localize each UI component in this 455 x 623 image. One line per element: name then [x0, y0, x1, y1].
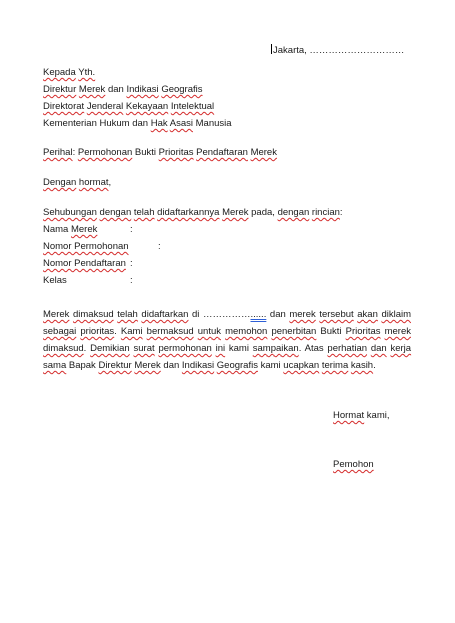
word: sama	[43, 360, 67, 371]
word: Direktur	[43, 84, 77, 95]
word: merek	[384, 326, 411, 337]
subject-line	[43, 147, 277, 159]
greeting-line	[43, 177, 111, 189]
word: didaftarkan	[141, 309, 189, 320]
word: didaftarkannya	[157, 207, 220, 218]
word: dimaksud	[43, 343, 84, 354]
word: Geografis	[216, 360, 258, 371]
word: Merek	[43, 309, 70, 320]
word: Kekayaan	[125, 101, 169, 112]
closing-line	[333, 410, 390, 422]
word: akan	[357, 309, 378, 320]
word: kami	[257, 360, 284, 371]
word: sebagai	[43, 326, 77, 337]
word: kerja	[390, 343, 412, 354]
word: Kepada	[43, 67, 76, 78]
field-label: Nomor Pendaftaran	[43, 258, 126, 269]
body-line-4	[43, 360, 376, 372]
body-line-2	[43, 326, 411, 338]
word: perhatian	[327, 343, 368, 354]
field-colon: :	[130, 224, 133, 235]
word: untuk	[197, 326, 221, 337]
word: Merek	[134, 360, 161, 371]
word: dengan	[277, 207, 310, 218]
word: dan	[266, 309, 290, 320]
word: dengan	[99, 207, 132, 218]
field-colon: :	[158, 241, 161, 252]
word: Jenderal	[86, 101, 124, 112]
text-cursor	[271, 44, 272, 54]
word: ,	[108, 177, 112, 188]
word: Permohonan	[77, 147, 133, 158]
word: Sehubungan	[43, 207, 97, 218]
word: surat	[133, 343, 155, 354]
word: telah	[117, 309, 138, 320]
field-row-name	[43, 224, 97, 236]
signer-name: Pemohon	[333, 459, 374, 470]
word: Merek	[78, 84, 106, 95]
word: Yth.	[78, 67, 96, 78]
word: sampaikan	[252, 343, 299, 354]
date-line[interactable]	[271, 44, 404, 57]
word: ucapkan	[283, 360, 320, 371]
word: penerbitan	[271, 326, 317, 337]
word: Kementerian Hukum dan	[43, 118, 151, 129]
word: terima	[321, 360, 349, 371]
word: Bapak	[66, 360, 99, 371]
word: merek	[289, 309, 316, 320]
field-label: Nomor Permohonan	[43, 241, 129, 252]
word: hormat	[78, 177, 109, 188]
word: :	[339, 207, 343, 218]
word: dan	[160, 360, 182, 371]
word: telah	[133, 207, 155, 218]
word: permohonan	[158, 343, 212, 354]
word: Manusia	[193, 118, 232, 129]
word: .	[114, 326, 121, 337]
recipient-line-2	[43, 84, 203, 96]
word: rincian	[311, 207, 340, 218]
word: pada,	[248, 207, 278, 218]
recipient-line-3	[43, 101, 214, 113]
word: kasih	[350, 360, 374, 371]
word: dan	[105, 84, 127, 95]
word: prioritas	[80, 326, 115, 337]
date-text: Jakarta, …………………………	[273, 45, 405, 56]
word: ini	[215, 343, 226, 354]
field-label: Merek	[70, 224, 98, 235]
word: Direktur	[98, 360, 132, 371]
intro-line	[43, 207, 343, 219]
word: kami,	[364, 410, 390, 421]
word: . Atas	[298, 343, 328, 354]
word: Indikasi	[181, 360, 215, 371]
word: Prioritas	[158, 147, 194, 158]
word: Asasi	[169, 118, 193, 129]
word: Direktorat	[43, 101, 85, 112]
body-line-1	[43, 309, 411, 321]
field-row-class	[43, 275, 67, 287]
word: .	[373, 360, 376, 371]
word: di ……………	[188, 309, 251, 320]
field-label: Nama	[43, 224, 71, 235]
word: Pendaftaran	[196, 147, 248, 158]
word: dimaksud	[72, 309, 114, 320]
field-colon: :	[130, 275, 133, 286]
word: Merek	[250, 147, 277, 158]
word: kami	[225, 343, 253, 354]
word: dan	[370, 343, 387, 354]
recipient-line-4	[43, 118, 232, 130]
word: memohon	[225, 326, 268, 337]
word: Hormat	[333, 410, 365, 421]
word: :	[72, 147, 78, 158]
word: Hak	[150, 118, 168, 129]
word: diklaim	[381, 309, 411, 320]
word: Bukti	[132, 147, 159, 158]
body-line-3	[43, 343, 411, 355]
field-colon: :	[130, 258, 133, 269]
word: Demikian	[90, 343, 130, 354]
field-label: Kelas	[43, 275, 67, 286]
recipient-line-1	[43, 67, 95, 79]
field-row-app-number	[43, 241, 129, 253]
word: Geografis	[161, 84, 203, 95]
word: .	[83, 343, 91, 354]
word: Intelektual	[170, 101, 215, 112]
word: Bukti	[316, 326, 346, 337]
word: Dengan	[43, 177, 77, 188]
word: Merek	[222, 207, 249, 218]
word: tersebut	[319, 309, 354, 320]
word: Indikasi	[126, 84, 159, 95]
field-row-reg-number	[43, 258, 126, 270]
grammar-mark: ......	[250, 309, 267, 320]
signer-line	[333, 459, 374, 471]
word: Kami	[120, 326, 143, 337]
word: Perihal	[43, 147, 73, 158]
word: Prioritas	[345, 326, 381, 337]
word: bermaksud	[146, 326, 194, 337]
